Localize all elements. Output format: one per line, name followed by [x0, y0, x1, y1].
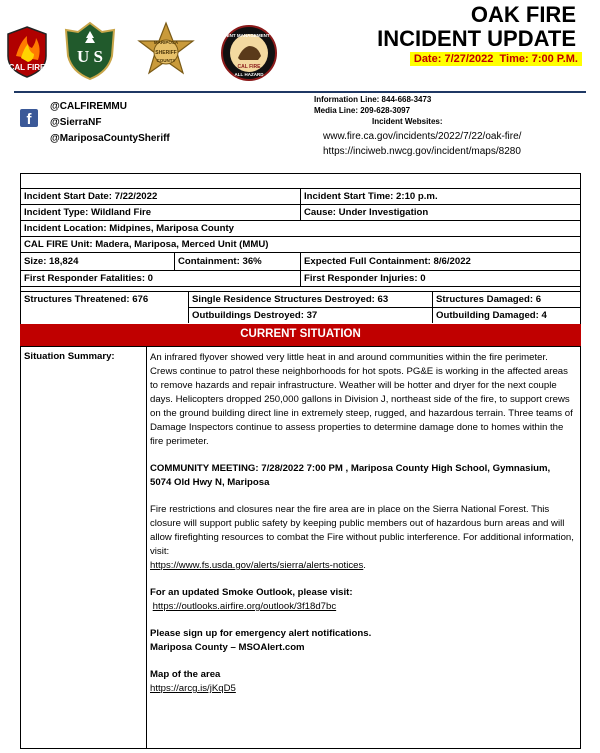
community-meeting — [150, 462, 574, 490]
social-handles — [50, 99, 170, 147]
handle-calfiremmu[interactable]: @CALFIREMMU — [50, 101, 127, 112]
community-meeting-text: 7/28/2022 7:00 PM , Mariposa County High School, Gymnasium, 5074 Old Hwy N, Mariposa — [150, 463, 551, 488]
map-link[interactable]: https://arcg.is/jKqD5 — [150, 683, 236, 694]
time-label: Time: — [499, 53, 529, 65]
alert-label: Please sign up for emergency alert notifications. — [150, 628, 372, 639]
time-value: 7:00 P.M. — [531, 53, 578, 65]
situation-summary-text: An infrared flyover showed very little heat in and around communities within the fire perimeter. Crews continue to patrol these neighborhoods for hot spots. PG&E is working in the affected areas to remove hazards and repair infrastructure. Weather will be hotter and dryer for the next couple days. Helicopters dropped 250,000 gallons in Division J, northeast side of the fire, to support crews on the ground building direct line in extremely steep, rugged, and hazardous terrain. Three teams of Damage Inspectors continue to assess properties to determine damage done to homes within the fire perimeter. — [150, 352, 573, 447]
expected-containment: Expected Full Containment: 8/6/2022 — [304, 256, 471, 267]
responder-fatalities: First Responder Fatalities: 0 — [24, 273, 154, 284]
title-line-1: OAK FIRE — [470, 2, 576, 27]
header-divider — [14, 91, 586, 93]
handle-sierranf[interactable]: @SierraNF — [50, 117, 102, 128]
facebook-icon[interactable]: f — [20, 109, 38, 127]
incident-size: Size: 18,824 — [24, 256, 79, 267]
incident-cause: Cause: Under Investigation — [304, 207, 429, 218]
websites-label: Incident Websites: — [372, 117, 443, 126]
structures-damaged: Structures Damaged: 6 — [436, 294, 542, 305]
date-label: Date: — [413, 53, 442, 65]
cal-fire-logo — [6, 26, 48, 83]
svg-text:CAL FIRE: CAL FIRE — [8, 63, 46, 72]
cal-fire-unit: CAL FIRE Unit: Madera, Mariposa, Merced Unit (MMU) — [24, 239, 269, 250]
handle-mariposa-sheriff[interactable]: @MariposaCountySheriff — [50, 133, 170, 144]
svg-text:SHERIFF: SHERIFF — [155, 50, 177, 56]
alert-text: Mariposa County – MSOAlert.com — [150, 642, 305, 653]
closure-link[interactable]: https://www.fs.usda.gov/alerts/sierra/alerts-notices — [150, 560, 364, 571]
website-link-fire[interactable]: www.fire.ca.gov/incidents/2022/7/22/oak-fire/ — [323, 131, 522, 142]
map-paragraph — [150, 668, 574, 696]
responder-injuries: First Responder Injuries: 0 — [304, 273, 426, 284]
current-situation-header: CURRENT SITUATION — [20, 324, 581, 346]
outbuildings-destroyed: Outbuildings Destroyed: 37 — [192, 310, 318, 321]
incident-start-time: Incident Start Time: 2:10 p.m. — [304, 191, 438, 202]
svg-text:COUNTY: COUNTY — [156, 58, 176, 63]
incident-type: Incident Type: Wildland Fire — [24, 207, 152, 218]
svg-text:INCIDENT MANAGEMENT TEAM: INCIDENT MANAGEMENT TEAM — [214, 33, 284, 38]
title-line-2: INCIDENT UPDATE — [377, 26, 576, 51]
incident-location: Incident Location: Midpines, Mariposa County — [24, 223, 235, 234]
information-line: Information Line: 844-668-3473 — [314, 95, 432, 104]
smoke-link[interactable]: https://outlooks.airfire.org/outlook/3f18d7bc — [152, 601, 337, 612]
outbuilding-damaged: Outbuilding Damaged: 4 — [436, 310, 547, 321]
svg-text:ALL HAZARD: ALL HAZARD — [234, 72, 264, 77]
closure-paragraph: Fire restrictions and closures near the fire area are in place on the Sierra National Forest. This closure will support public safety by keeping public members out of hazardous burn areas and will allow firefighting resources to combat the Fire without public interference. For additional information, visit: https://www.fs.usda.gov/alerts/sierra/alerts-notices. — [150, 504, 574, 571]
media-line: Media Line: 209-628-3097 — [314, 106, 411, 115]
smoke-paragraph — [150, 586, 574, 614]
containment: Containment: 36% — [178, 256, 262, 267]
incident-websites — [323, 129, 521, 159]
date-time-bar — [410, 52, 582, 66]
website-link-inciweb[interactable]: https://inciweb.nwcg.gov/incident/maps/8280 — [323, 146, 521, 157]
incident-management-team-logo — [214, 24, 284, 87]
situation-summary-label: Situation Summary: — [24, 351, 115, 362]
structures-threatened: Structures Threatened: 676 — [24, 294, 149, 305]
smoke-label: For an updated Smoke Outlook, please visit: — [150, 587, 353, 598]
mariposa-sheriff-star-logo — [135, 22, 197, 85]
svg-text:U S: U S — [77, 47, 103, 66]
alert-paragraph — [150, 627, 574, 655]
closure-text: Fire restrictions and closures near the fire area are in place on the Sierra National Forest. This closure will support public safety by keeping public members out of hazardous burn areas and will allow firefighting resources to combat the Fire without public interference. For additional information, visit: — [150, 504, 574, 557]
us-forest-service-logo — [64, 22, 116, 85]
situation-body — [150, 351, 574, 709]
svg-text:CAL FIRE: CAL FIRE — [237, 64, 261, 70]
single-residence-destroyed: Single Residence Structures Destroyed: 63 — [192, 294, 389, 305]
contact-lines — [314, 94, 443, 127]
svg-text:MARIPOSA: MARIPOSA — [153, 40, 179, 45]
incident-start-date: Incident Start Date: 7/22/2022 — [24, 191, 158, 202]
map-label: Map of the area — [150, 669, 221, 680]
date-value: 7/27/2022 — [444, 53, 494, 65]
community-meeting-label: COMMUNITY MEETING: — [150, 463, 259, 474]
